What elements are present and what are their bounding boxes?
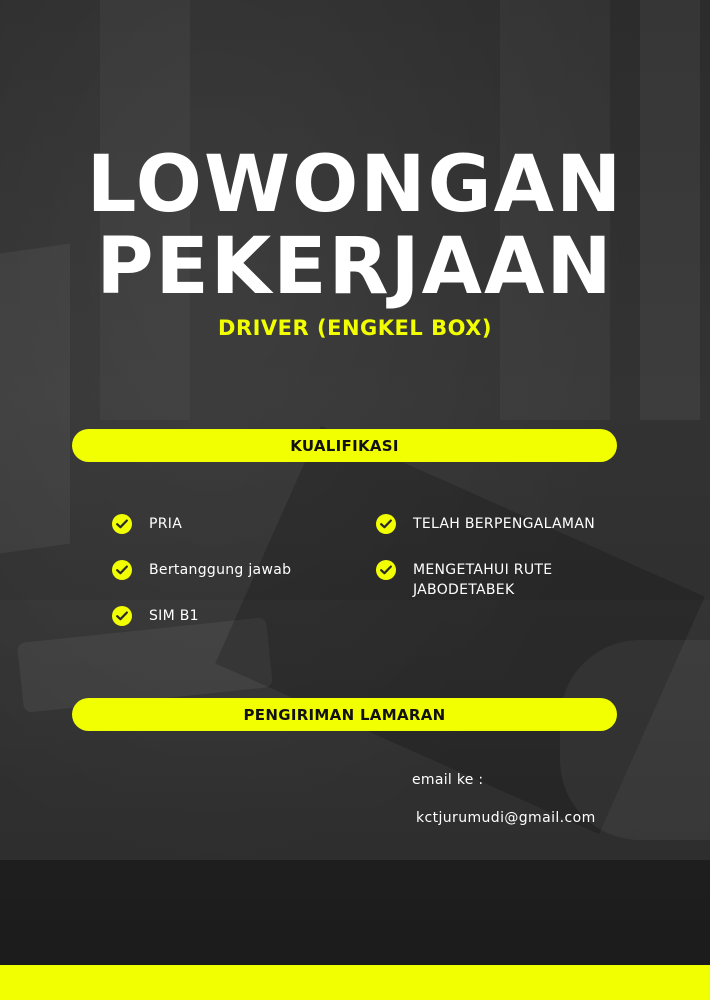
qualification-label: PRIA xyxy=(149,516,183,532)
application-heading: PENGIRIMAN LAMARAN xyxy=(72,698,617,731)
qualification-label: TELAH BERPENGALAMAN xyxy=(413,516,595,532)
email-address[interactable]: kctjurumudi@gmail.com xyxy=(416,810,596,826)
background-shadow xyxy=(0,860,710,980)
check-circle-icon xyxy=(112,514,132,534)
qualification-label: SIM B1 xyxy=(149,608,199,624)
job-position: DRIVER (ENGKEL BOX) xyxy=(218,316,492,340)
qualification-item xyxy=(112,560,291,580)
check-circle-icon xyxy=(112,560,132,580)
qualification-item xyxy=(112,514,182,534)
check-circle-icon xyxy=(112,606,132,626)
check-circle-icon xyxy=(376,560,396,580)
qualification-label: Bertanggung jawab xyxy=(149,562,292,578)
qualifications-heading: KUALIFIKASI xyxy=(72,429,617,462)
title-line-1: LOWONGAN xyxy=(86,140,624,230)
qualification-item xyxy=(376,560,586,600)
footer-bar xyxy=(0,965,710,1000)
qualification-label: MENGETAHUI RUTE JABODETABEK xyxy=(413,562,553,598)
title-line-2: PEKERJAAN xyxy=(96,222,614,312)
qualification-item xyxy=(112,606,199,626)
qualification-item xyxy=(376,514,595,534)
email-label: email ke : xyxy=(412,772,484,788)
check-circle-icon xyxy=(376,514,396,534)
